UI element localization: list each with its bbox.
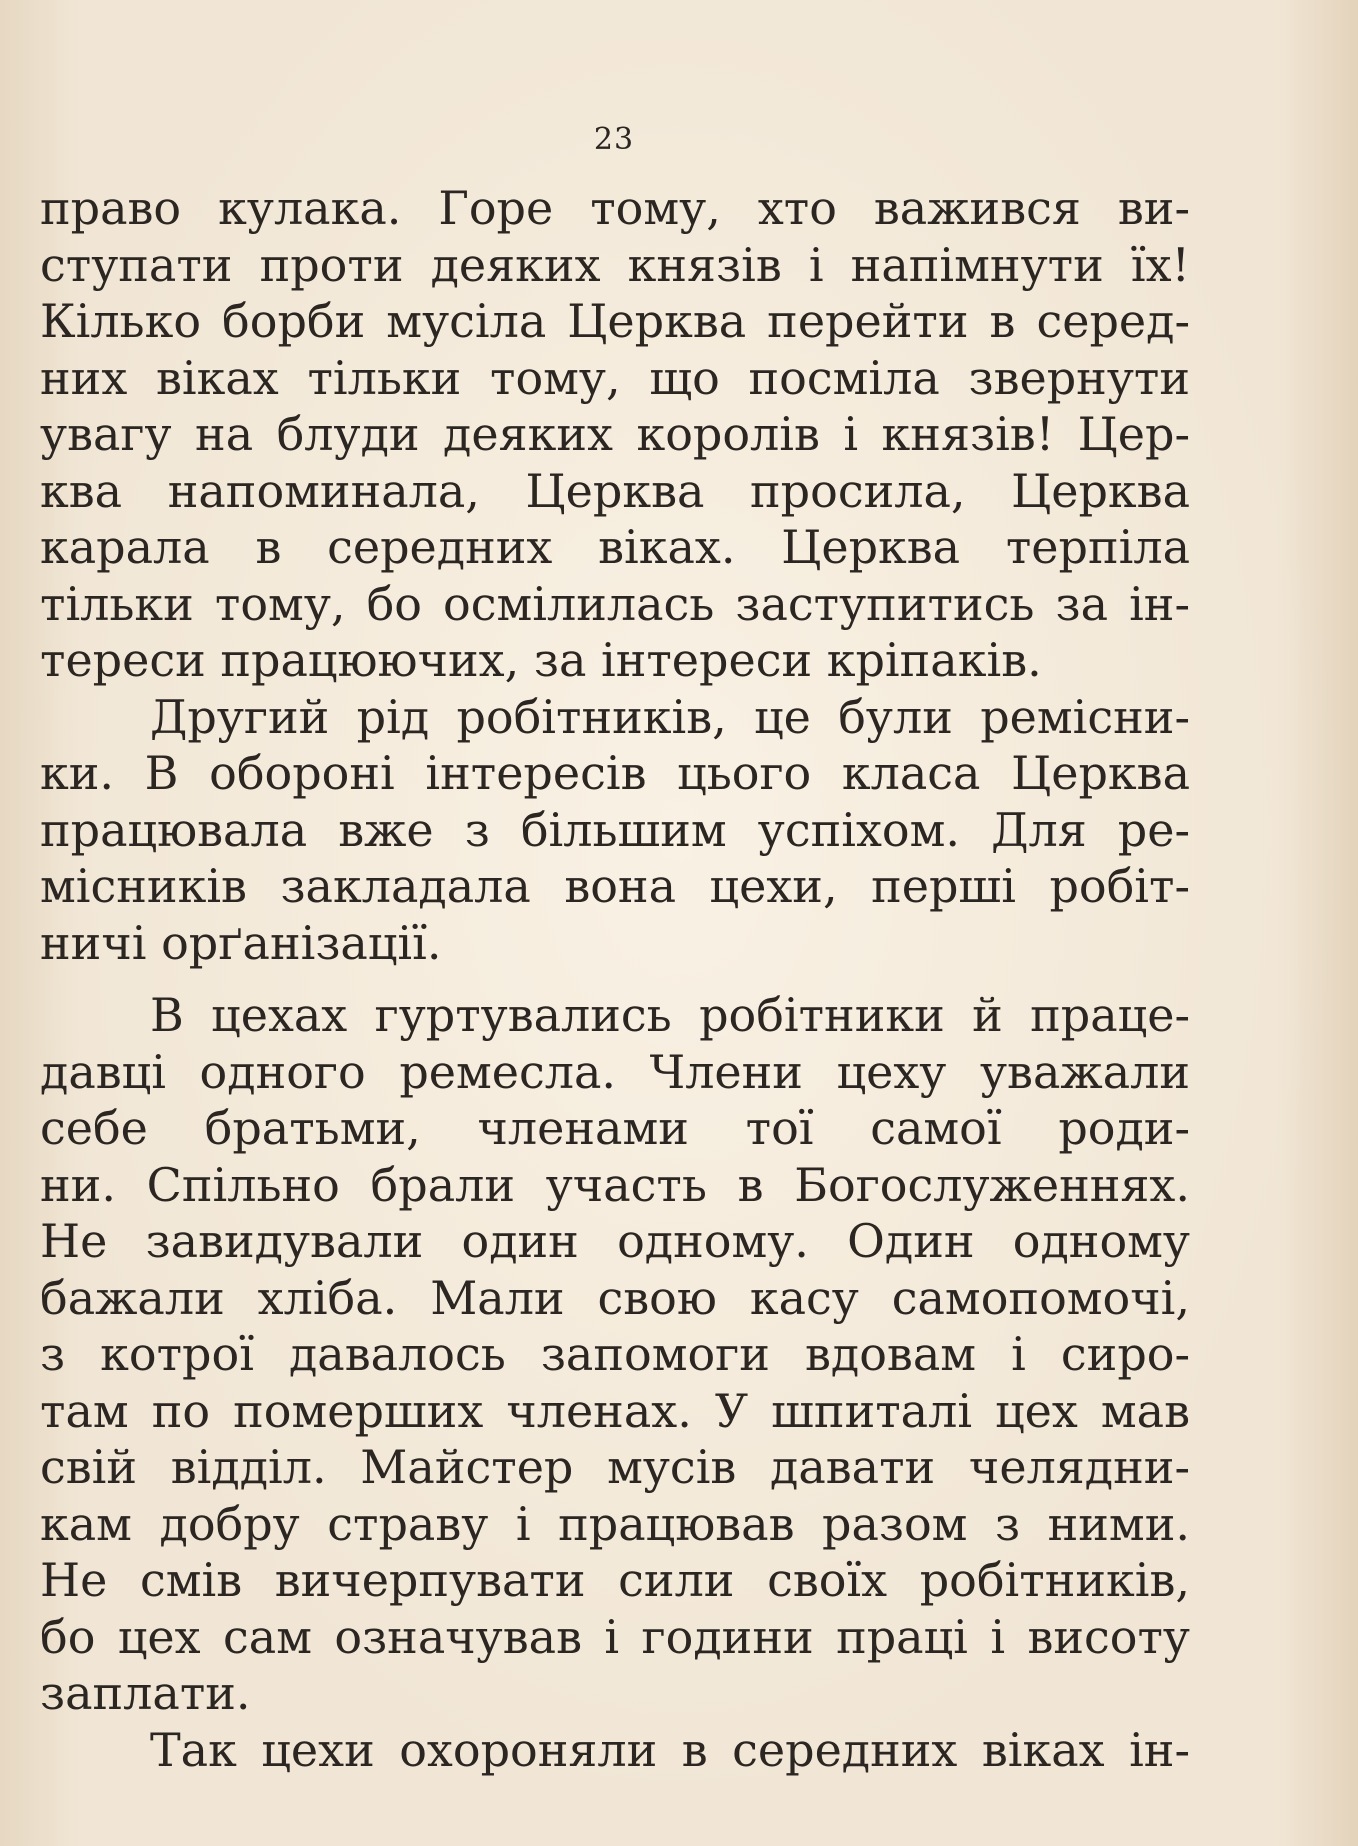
- text-line: них віках тільки тому, що посміла звернути: [40, 350, 1190, 405]
- text-line: Не завидували один одному. Один одному: [40, 1214, 1190, 1268]
- text-line: заплати.: [40, 1666, 251, 1720]
- text-line: тільки тому, бо осмілилась заступитись за ін-: [40, 576, 1190, 631]
- text-line: карала в середних віках. Церква терпіла: [40, 520, 1190, 574]
- text-line: увагу на блуди деяких королів і князів! Цер-: [40, 407, 1190, 461]
- text-line: ква напоминала, Церква просила, Церква: [40, 463, 1190, 518]
- text-line: Так цехи охороняли в середних віках ін-: [150, 1722, 1190, 1777]
- text-line: там по померших членах. У шпиталі цех мав: [40, 1383, 1190, 1438]
- text-line: себе братьми, членами тої самої роди-: [40, 1101, 1190, 1155]
- text-line: право кулака. Горе тому, хто важився ви-: [40, 181, 1190, 235]
- text-line: свій відділ. Майстер мусів давати челядни-: [40, 1440, 1190, 1494]
- text-line: бажали хліба. Мали свою касу самопомочі,: [40, 1270, 1190, 1325]
- text-line: В цехах гуртувались робітники й праце-: [150, 988, 1190, 1042]
- text-line: місників закладала вона цехи, перші робіт-: [40, 859, 1190, 913]
- text-line: давці одного ремесла. Члени цеху уважали: [40, 1044, 1190, 1099]
- page-number: 23: [593, 122, 635, 157]
- body-text: [40, 180, 1190, 1778]
- text-line: тереси працюючих, за інтереси кріпаків.: [40, 633, 1042, 687]
- text-line: ки. В обороні інтересів цього класа Церква: [40, 746, 1190, 800]
- text-line: з котрої давалось запомоги вдовам і сиро-: [40, 1327, 1190, 1381]
- text-line: Не смів вичерпувати сили своїх робітників,: [40, 1553, 1190, 1607]
- text-line: бо цех сам означував і години праці і висоту: [40, 1609, 1190, 1664]
- text-line: Кілько борби мусіла Церква перейти в серед-: [40, 294, 1190, 348]
- text-line: Другий рід робітників, це були ремісни-: [150, 689, 1190, 744]
- text-line: ничі орґанізації.: [40, 915, 442, 970]
- text-line: працювала вже з більшим успіхом. Для ре-: [40, 802, 1190, 857]
- text-line: ступати проти деяких князів і напімнути їх!: [40, 237, 1190, 292]
- text-line: кам добру страву і працював разом з ними.: [40, 1496, 1190, 1551]
- text-line: ни. Спільно брали участь в Богослуженнях.: [40, 1157, 1190, 1212]
- paragraph-gap: [40, 971, 1190, 987]
